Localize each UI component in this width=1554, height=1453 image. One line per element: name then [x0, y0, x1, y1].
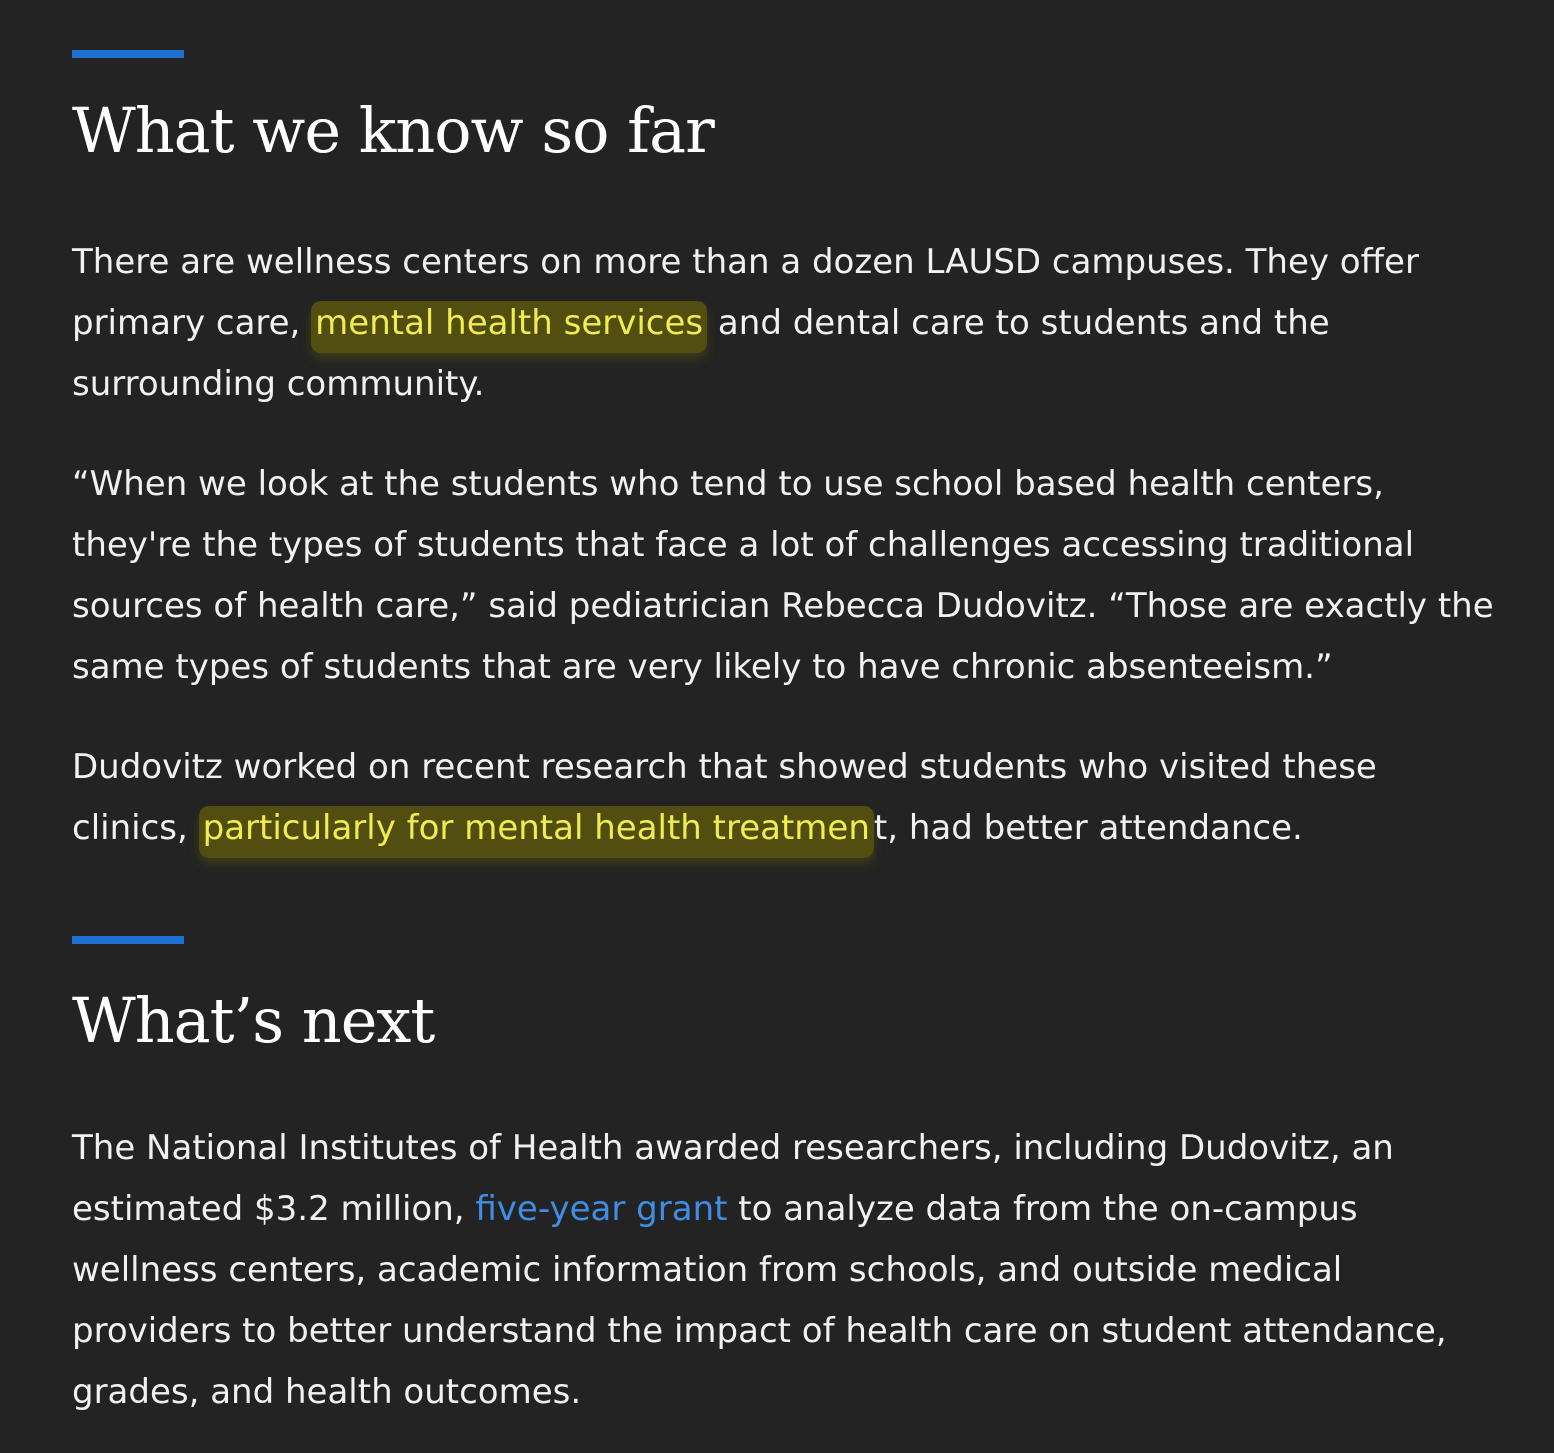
- paragraph-wellness-centers: [72, 232, 1419, 415]
- paragraph-line: There are wellness centers on more than a dozen LAUSD campuses. They offer: [72, 242, 1419, 282]
- paragraph-line: [72, 1179, 1447, 1240]
- text-segment: estimated $3.2 million,: [72, 1189, 476, 1229]
- highlighted-text-mental-health-treatment: particularly for mental health treatmen: [199, 806, 874, 858]
- paragraph-line: [72, 293, 1419, 354]
- five-year-grant-link[interactable]: five-year grant: [475, 1189, 728, 1229]
- section-heading-what-we-know: What we know so far: [72, 94, 714, 167]
- paragraph-line: sources of health care,” said pediatrician Rebecca Dudovitz. “Those are exactly the: [72, 586, 1494, 626]
- text-segment: to analyze data from the on-campus: [727, 1189, 1358, 1229]
- text-segment: and dental care to students and the: [707, 303, 1330, 343]
- paragraph-line: they're the types of students that face a lot of challenges accessing traditional: [72, 525, 1415, 565]
- text-segment: t, had better attendance.: [873, 808, 1303, 848]
- paragraph-line: surrounding community.: [72, 364, 485, 404]
- paragraph-line: [72, 798, 1377, 859]
- section-divider-rule: [72, 50, 184, 58]
- paragraph-line: grades, and health outcomes.: [72, 1372, 582, 1412]
- paragraph-nih-grant: [72, 1118, 1447, 1423]
- paragraph-line: providers to better understand the impact of health care on student attendance,: [72, 1311, 1447, 1351]
- section-heading-whats-next: What’s next: [72, 984, 435, 1057]
- paragraph-line: Dudovitz worked on recent research that showed students who visited these: [72, 747, 1377, 787]
- highlighted-text-mental-health-services: mental health services: [311, 301, 707, 353]
- paragraph-line: same types of students that are very likely to have chronic absenteeism.”: [72, 647, 1333, 687]
- text-segment: primary care,: [72, 303, 312, 343]
- paragraph-line: The National Institutes of Health awarded researchers, including Dudovitz, an: [72, 1128, 1394, 1168]
- paragraph-line: wellness centers, academic information from schools, and outside medical: [72, 1250, 1343, 1290]
- paragraph-line: “When we look at the students who tend to use school based health centers,: [72, 464, 1384, 504]
- paragraph-quote-dudovitz: [72, 454, 1494, 698]
- text-segment: clinics,: [72, 808, 199, 848]
- paragraph-research: [72, 737, 1377, 859]
- section-divider-rule: [72, 936, 184, 944]
